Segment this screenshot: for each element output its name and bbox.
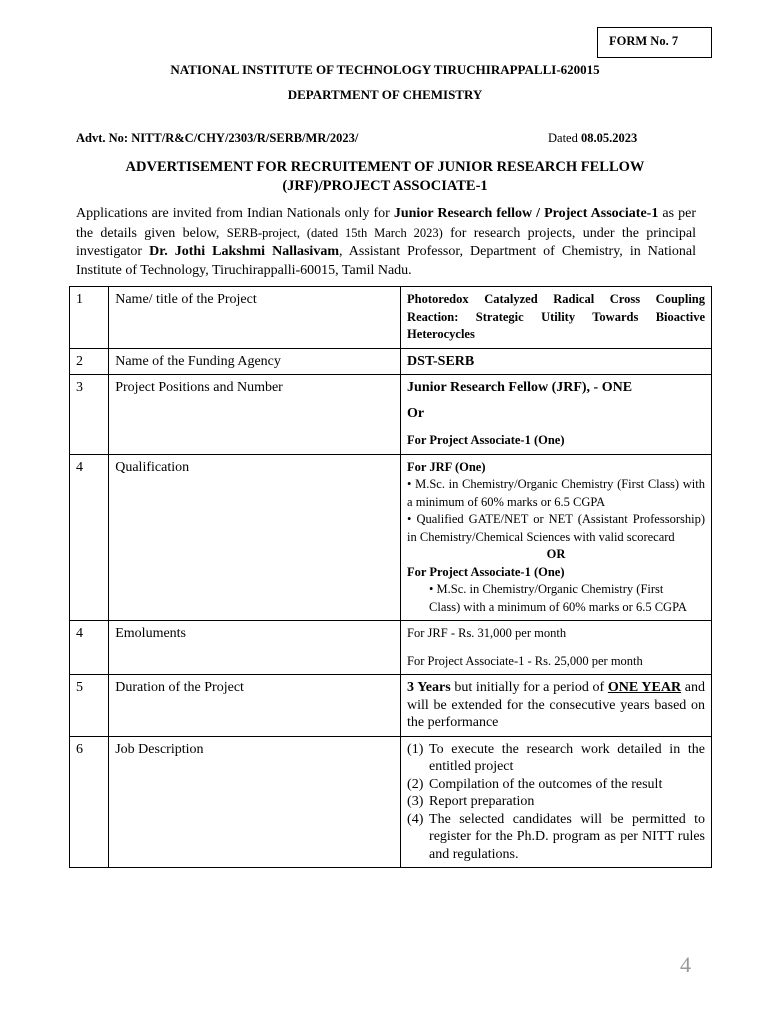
table-row	[70, 287, 712, 349]
list-item: (2) Compilation of the outcomes of the result	[407, 776, 663, 792]
department-name: DEPARTMENT OF CHEMISTRY	[287, 87, 483, 102]
row-label: Duration of the Project	[109, 675, 401, 737]
intro-text-1: Applications are invited from Indian Nationals only for	[76, 206, 394, 221]
position-pa: For Project Associate-1 (One)	[407, 433, 565, 447]
duration-one-year: ONE YEAR	[607, 680, 682, 695]
row-label: Name/ title of the Project	[109, 287, 401, 349]
intro-text-4: , Assistant Professor, Department of Chemistry, in National Institute of Technology, Tiruchirappalli-60015, Tamil Nadu.	[76, 244, 696, 278]
list-item: (1) To execute the research work detailed in the entitled project	[407, 741, 705, 774]
row-label: Project Positions and Number	[109, 375, 401, 455]
duration-text-1: but initially for a period of	[450, 680, 608, 695]
list-item: (3) Report preparation	[407, 794, 535, 809]
table-row	[70, 621, 712, 675]
row-number: 4	[70, 454, 109, 621]
intro-paragraph	[76, 205, 696, 280]
table-row	[70, 348, 712, 375]
row-number: 2	[70, 348, 109, 375]
funding-agency: DST-SERB	[401, 348, 712, 375]
table-row	[70, 375, 712, 455]
advertisement-number: Advt. No: NITT/R&C/CHY/2303/R/SERB/MR/2023/	[76, 131, 359, 145]
intro-text-2: as per the details given below,	[76, 206, 696, 241]
dated-value: 08.05.2023	[580, 131, 638, 145]
advertisement-date	[548, 131, 637, 146]
job-description	[401, 736, 712, 868]
title-line-2: (JRF)/PROJECT ASSOCIATE-1	[282, 178, 488, 194]
table-row	[70, 736, 712, 868]
position-jrf: Junior Research Fellow (JRF), - ONE	[407, 380, 633, 395]
intro-text-3: for research projects, under the principal investigator	[76, 225, 697, 259]
intro-project-ref: SERB-project, (dated 15th March 2023)	[226, 225, 443, 240]
project-duration	[401, 675, 712, 737]
qual-jrf-bullet-2: • Qualified GATE/NET or NET (Assistant Professorship) in Chemistry/Chemical Sciences with valid scorecard	[407, 512, 705, 544]
row-label: Emoluments	[109, 621, 401, 675]
position-or: Or	[407, 405, 425, 421]
emoluments	[401, 621, 712, 675]
list-item: (4) The selected candidates will be permitted to register for the Ph.D. program as per NITT rules and regulations.	[407, 811, 705, 862]
emolument-pa: For Project Associate-1 - Rs. 25,000 per month	[407, 653, 643, 668]
page-title	[0, 158, 770, 196]
qual-pa-heading: For Project Associate-1 (One)	[407, 564, 565, 579]
duration-years: 3 Years	[407, 680, 451, 695]
duration-text-2: and will be extended for the consecutive years based on the performance	[407, 680, 705, 730]
table-row	[70, 454, 712, 621]
form-number-box: FORM No. 7	[597, 27, 712, 58]
details-table	[69, 286, 712, 868]
row-number: 1	[70, 287, 109, 349]
table-row	[70, 675, 712, 737]
intro-pi-name: Dr. Jothi Lakshmi Nallasivam	[149, 244, 339, 259]
qual-jrf-heading: For JRF (One)	[407, 459, 486, 474]
row-number: 5	[70, 675, 109, 737]
job-description-list	[407, 741, 705, 864]
qual-jrf-bullet-1: • M.Sc. in Chemistry/Organic Chemistry (First Class) with a minimum of 60% marks or 6.5 CGPA	[407, 477, 705, 509]
emolument-jrf: For JRF - Rs. 31,000 per month	[407, 626, 567, 640]
project-title: Photoredox Catalyzed Radical Cross Coupling Reaction: Strategic Utility Towards Bioactive Heterocycles	[401, 287, 712, 349]
row-label: Job Description	[109, 736, 401, 868]
project-positions	[401, 375, 712, 455]
institute-name: NATIONAL INSTITUTE OF TECHNOLOGY TIRUCHIRAPPALLI-620015	[170, 62, 600, 77]
qualification	[401, 454, 712, 621]
title-line-1: ADVERTISEMENT FOR RECRUITEMENT OF JUNIOR RESEARCH FELLOW	[125, 159, 645, 175]
row-number: 4	[70, 621, 109, 675]
page-number: 4	[680, 952, 691, 977]
row-label: Name of the Funding Agency	[109, 348, 401, 375]
row-label: Qualification	[109, 454, 401, 621]
row-number: 3	[70, 375, 109, 455]
dated-label: Dated	[548, 131, 581, 145]
intro-position-bold: Junior Research fellow / Project Associate-1	[393, 206, 659, 221]
qual-or: OR	[546, 547, 566, 561]
qual-pa-bullet-1: • M.Sc. in Chemistry/Organic Chemistry (First Class) with a minimum of 60% marks or 6.5 CGPA	[429, 582, 687, 614]
row-number: 6	[70, 736, 109, 868]
